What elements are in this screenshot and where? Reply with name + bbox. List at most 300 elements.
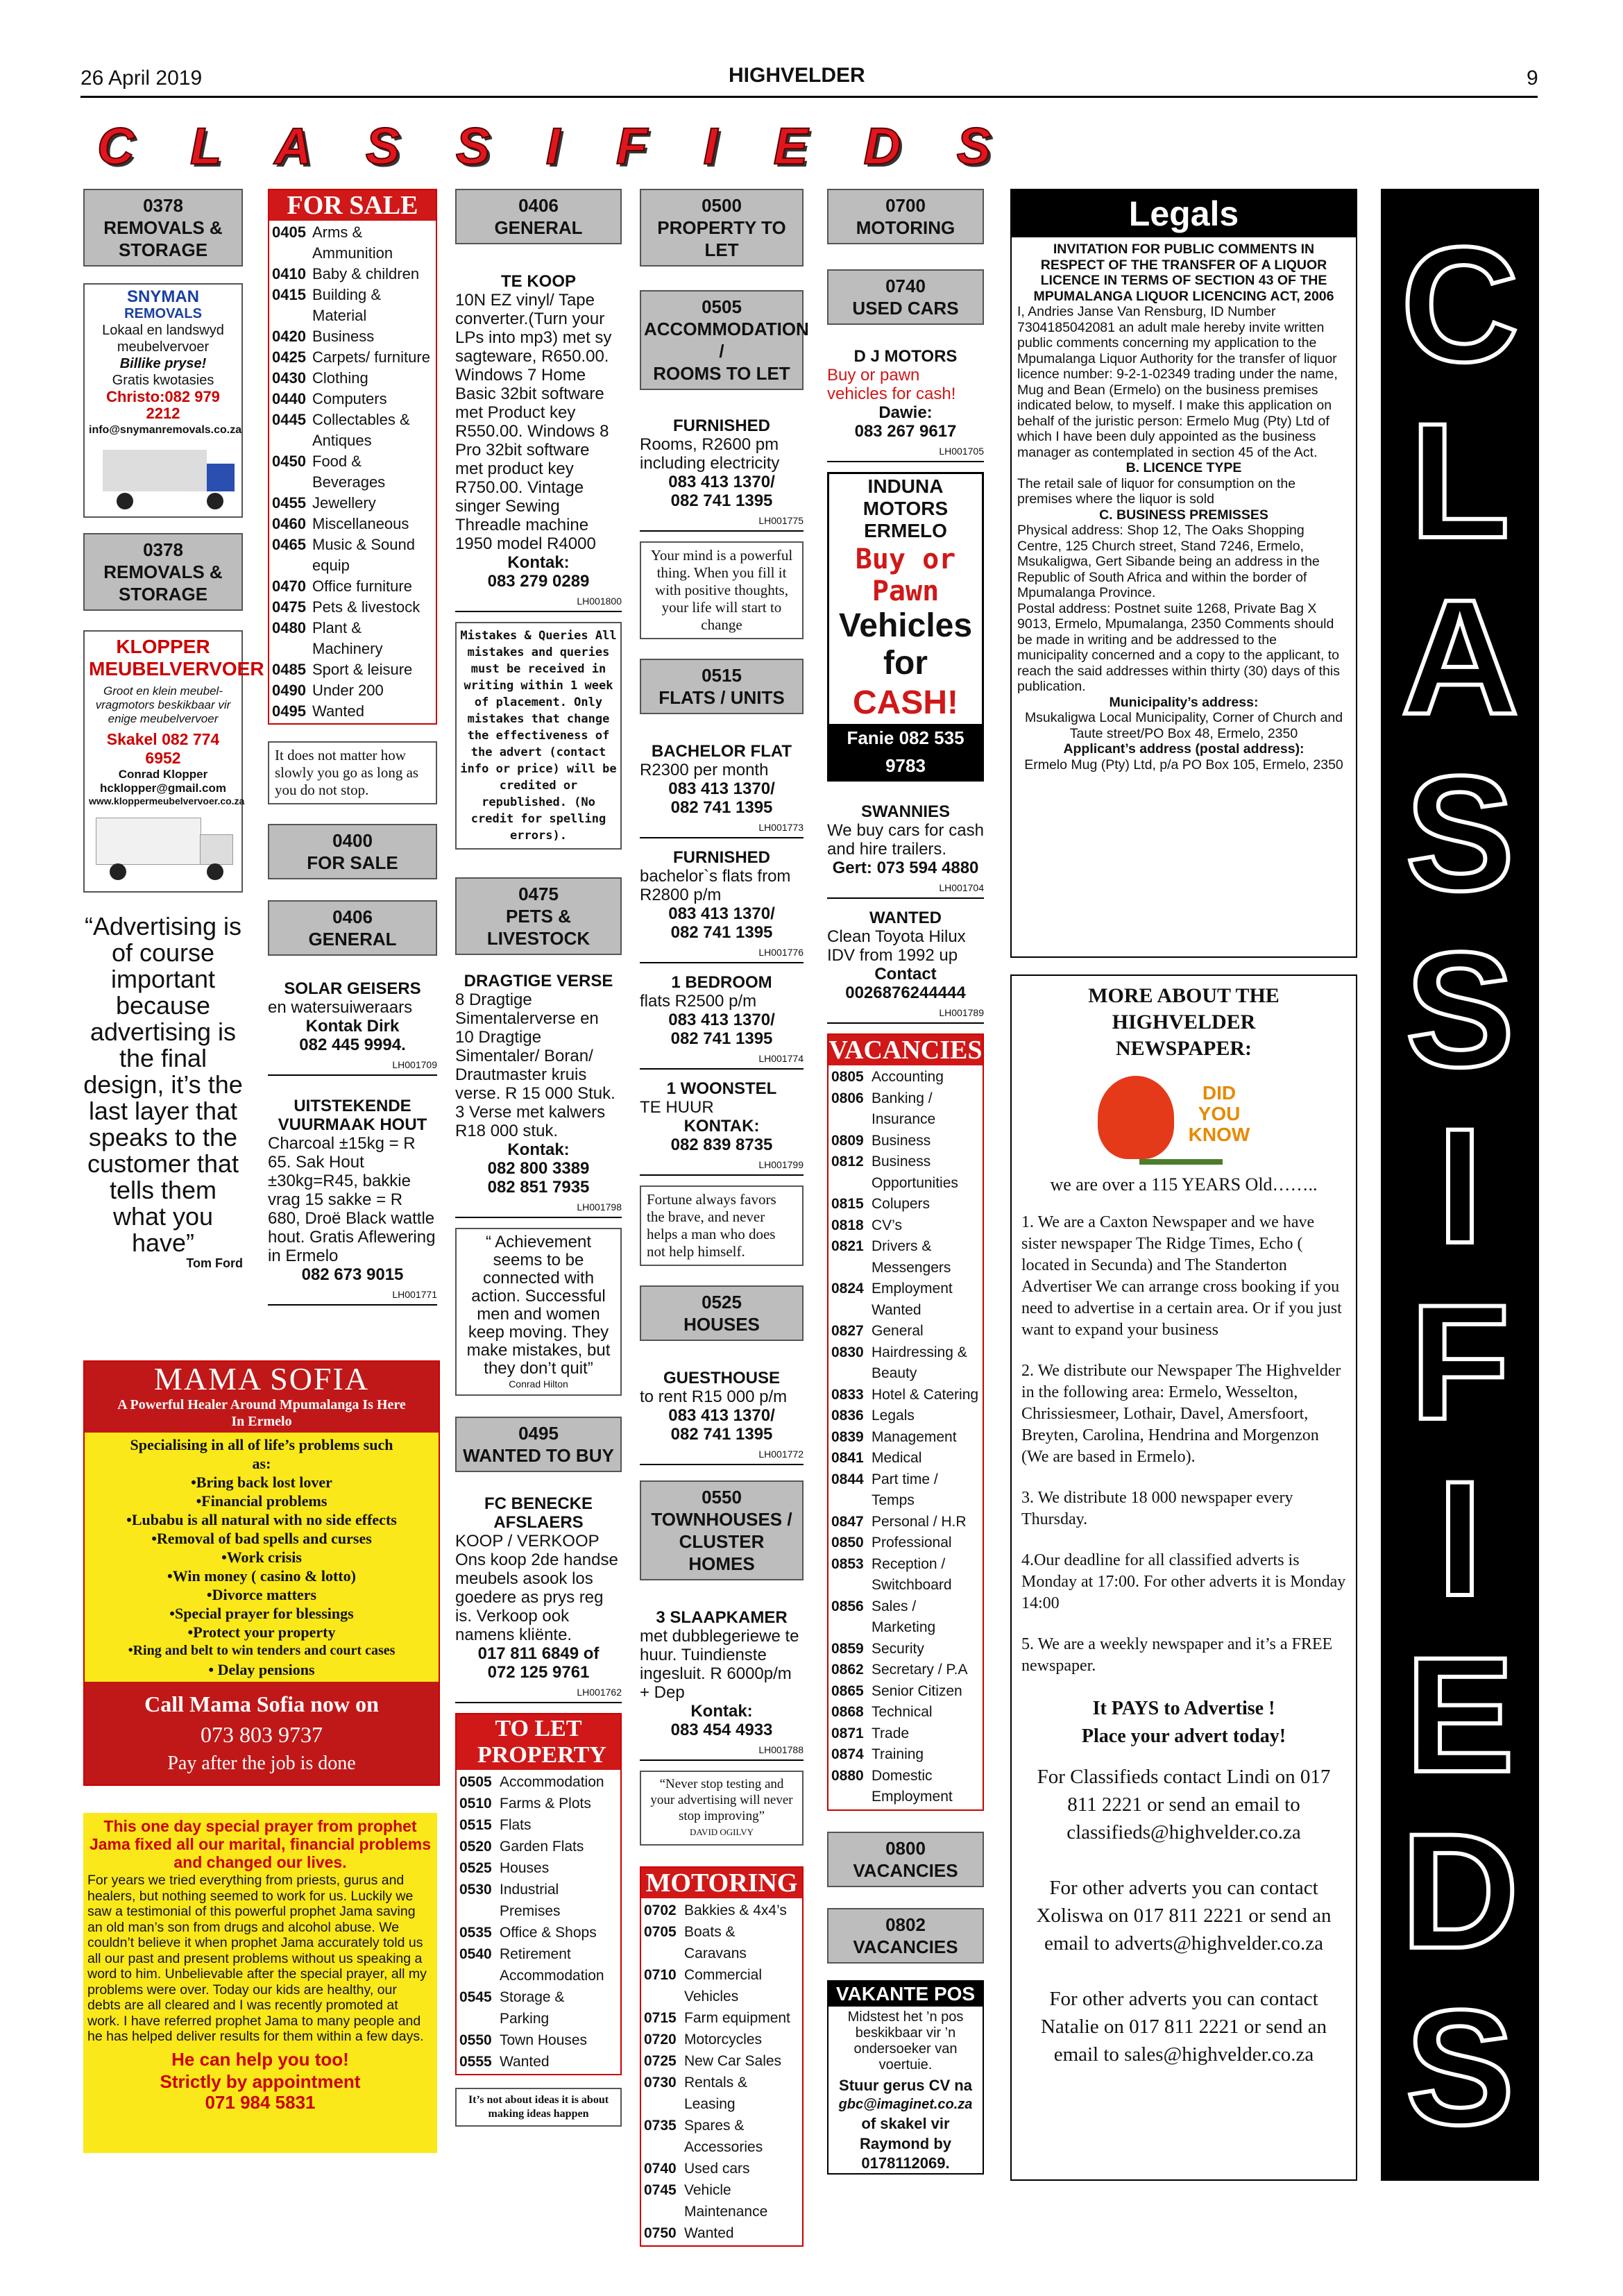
snyman-sub: REMOVALS xyxy=(124,306,202,321)
ad-phone: 082 673 9015 xyxy=(301,1265,404,1284)
list-item: 0725 New Car Sales xyxy=(644,2053,782,2069)
side-letter: I xyxy=(1437,1095,1483,1278)
klopper-ad xyxy=(83,630,264,893)
quote-box xyxy=(455,1228,622,1396)
notice-heading: C. BUSINESS PREMISSES xyxy=(1099,507,1268,523)
list-item: 0806 Banking / Insurance xyxy=(831,1090,936,1127)
mama-item: •Ring and belt to win tenders and court cases xyxy=(128,1643,396,1658)
pays-sub: Place your advert today! xyxy=(1081,1725,1286,1747)
ad-phone: 017 811 6849 of xyxy=(477,1644,600,1663)
klopper-web: www.kloppermeubelvervoer.co.za xyxy=(89,795,245,807)
list-item: 0821 Drivers & Messengers xyxy=(831,1238,951,1276)
ad-title: FURNISHED xyxy=(672,416,770,435)
quote-box xyxy=(640,1771,804,1846)
ad-phone: 082 741 1395 xyxy=(670,798,773,817)
dj-motors-ad xyxy=(827,347,984,462)
list-item: 0510 Farms & Plots xyxy=(459,1796,591,1812)
bachelor-flat-ad xyxy=(640,742,804,838)
ad-text: 8 Dragtige Simentalerverse en 10 Dragtige Simentaler/ Boran/ Drautmaster kruis verse. R 15 000 Stuk. 3 Verse met kalwers R18 000 stuk. xyxy=(455,990,615,1140)
ad-text: to rent R15 000 p/m xyxy=(640,1387,788,1406)
issue-date: 26 April 2019 xyxy=(80,67,203,90)
ad-phone: 083 267 9617 xyxy=(854,422,957,441)
ad-phone: 072 125 9761 xyxy=(487,1663,590,1682)
ad-contact: KONTAK: xyxy=(683,1117,760,1136)
notice-heading: Applicant’s address (postal address): xyxy=(1063,741,1305,757)
mama-pay: Pay after the job is done xyxy=(167,1753,356,1774)
ad-phone: 083 454 4933 xyxy=(670,1721,773,1739)
ad-contact: Contact xyxy=(874,965,937,984)
contact-info: For other adverts you can contact Xoliswa on 017 811 2221 or send an email to adverts@highvelder.co.za xyxy=(1036,1877,1332,1955)
list-item: 0550 Town Houses xyxy=(459,2032,588,2048)
did-you-know-label: DID YOU KNOW xyxy=(1188,1082,1250,1145)
contact-info: For other adverts you can contact Natalie on 017 811 2221 or send an email to sales@highvelder.co.za xyxy=(1040,1988,1327,2066)
mama-title: MAMA SOFIA xyxy=(85,1362,439,1396)
fact-item: 4.Our deadline for all classified adverts is Monday at 17:00. For other adverts it is Monday 14:00 xyxy=(1021,1551,1346,1612)
ad-title: 3 SLAAPKAMER xyxy=(656,1608,788,1627)
ad-phone: 0026876244444 xyxy=(845,984,966,1002)
ad-text: flats R2500 p/m xyxy=(640,992,757,1011)
induna-motors-ad xyxy=(827,472,984,782)
list-item: 0809 Business xyxy=(831,1132,931,1149)
about-highvelder xyxy=(1010,974,1357,2181)
vakante-contact: Stuur gerus CV na xyxy=(839,2076,972,2094)
truck-icon xyxy=(89,811,237,887)
ad-text: We buy cars for cash and hire trailers. xyxy=(827,821,984,859)
mama-item: •Financial problems xyxy=(196,1492,328,1510)
ad-title: 1 BEDROOM xyxy=(671,973,772,992)
list-item: 0856 Sales / Marketing xyxy=(831,1598,936,1635)
side-letter: F xyxy=(1409,1271,1511,1454)
list-item: 0868 Technical xyxy=(831,1704,933,1720)
ad-code: LH001773 xyxy=(640,818,804,838)
quote-author: Tom Ford xyxy=(186,1256,243,1270)
ad-phone: 082 800 3389 xyxy=(487,1159,590,1178)
list-item: 0720 Motorcycles xyxy=(644,2032,763,2048)
category-header: 0406 GENERAL xyxy=(268,900,437,956)
ad-title: D J MOTORS xyxy=(853,347,958,366)
vacancies-box xyxy=(827,1033,984,1811)
list-item: 0505 Accommodation xyxy=(459,1774,604,1790)
list-item: 0495 Wanted xyxy=(272,702,365,720)
snyman-email: info@snymanremovals.co.za xyxy=(89,424,242,436)
pays-headline: It PAYS to Advertise ! xyxy=(1092,1698,1275,1719)
vacancies-header: VACANCIES xyxy=(829,1036,983,1065)
list-item: 0735 Spares & Accessories xyxy=(644,2118,763,2155)
jama-appointment: Strictly by appointment xyxy=(160,2070,361,2092)
induna-line: Pawn xyxy=(872,575,940,607)
list-item: 0480 Plant & Machinery xyxy=(272,619,383,657)
notice-paragraph: Msukaligwa Local Municipality, Corner of Church and Taute street/PO Box 48, Ermelo, 2350 xyxy=(1024,710,1343,741)
vacancies-list xyxy=(829,1065,983,1809)
parrot-icon xyxy=(1098,1076,1174,1159)
ad-phone: 082 741 1395 xyxy=(670,1029,773,1048)
quote-box: Fortune always favors the brave, and never helps a man who does not help himself. xyxy=(640,1185,804,1266)
klopper-email: hcklopper@gmail.com xyxy=(100,782,226,795)
ad-code: LH001771 xyxy=(268,1285,437,1306)
column-property xyxy=(640,189,809,2247)
list-item: 0805 Accounting xyxy=(831,1069,944,1085)
snyman-phone: Christo:082 979 2212 xyxy=(106,388,220,422)
jama-body: For years we tried everything from priests, gurus and healers, but nothing seemed to work for us. Luckily we saw a testimonial of this powerful prophet Jama saving an old man’s son from drugs and alcohol abuse. We couldn’t believe it when prophet Jama accurately told us all our past and present problems without us speaking a word to him. Unbelievable after the special prayer, all my problems were over. Today our kids are healthy, our debts are all cleared and I was recently promoted at work. I have referred prophet Jama to many people and he has helped deliver results for them within a few days. xyxy=(87,1873,427,2044)
list-item: 0841 Medical xyxy=(831,1450,922,1466)
side-letter: I xyxy=(1437,1447,1483,1630)
for-sale-box xyxy=(268,189,437,725)
list-item: 0455 Jewellery xyxy=(272,494,376,512)
list-item: 0862 Secretary / P.A xyxy=(831,1662,968,1678)
ad-phone: 082 839 8735 xyxy=(670,1136,773,1154)
mistakes-notice: Mistakes & Queries All mistakes and queries must be received in writing within 1 week of placement. Only mistakes that change the effectiveness of the advert (contact info or price) will be credited or republished. (No credit for spelling errors). xyxy=(455,622,622,850)
induna-title: INDUNA MOTORS ERMELO xyxy=(863,475,949,541)
notice-paragraph: Postal address: Postnet suite 1268, Private Bag X 9013, Ermelo, Mpumalanga, 2350 Comments should be made in writing and be addressed to the municipality concerned and a copy to the applicant, to reach the said addresses within thirty (30) days of this publication. xyxy=(1017,600,1340,694)
vakante-title: VAKANTE POS xyxy=(829,1982,983,2007)
ad-text: Rooms, R2600 pm including electricity xyxy=(640,435,780,473)
ad-title: SOLAR GEISERS xyxy=(284,979,421,998)
mama-item: •Win money ( casino & lotto) xyxy=(167,1567,356,1585)
list-item: 0740 Used cars xyxy=(644,2161,750,2177)
ad-phone: 082 445 9994. xyxy=(299,1036,406,1054)
about-title: MORE ABOUT THE HIGHVELDER NEWSPAPER: xyxy=(1088,984,1280,1060)
list-item: 0836 Legals xyxy=(831,1408,915,1424)
category-header: 0800 VACANCIES xyxy=(827,1832,984,1887)
jama-help: He can help you too! xyxy=(171,2048,349,2070)
solar-ad xyxy=(268,979,437,1076)
list-item: 0874 Training xyxy=(831,1746,924,1762)
te-koop-ad xyxy=(455,272,622,612)
category-header: 0406 GENERAL xyxy=(455,189,622,244)
list-item: 0475 Pets & livestock xyxy=(272,598,420,616)
mama-subtitle: A Powerful Healer Around Mpumalanga Is Here In Ermelo xyxy=(85,1396,439,1433)
list-item: 0420 Business xyxy=(272,328,375,345)
notice-title: INVITATION FOR PUBLIC COMMENTS IN RESPECT OF THE TRANSFER OF A LIQUOR LICENCE IN TERMS OF SECTION 43 OF THE MPUMALANGA LIQUOR LICENCING ACT, 2006 xyxy=(1033,242,1334,304)
furnished-rooms-ad xyxy=(640,416,804,532)
fact-item: 5. We are a weekly newspaper and it’s a FREE newspaper. xyxy=(1021,1635,1333,1675)
list-item: 0530 Industrial Premises xyxy=(459,1882,561,1919)
ad-title: DRAGTIGE VERSE xyxy=(464,972,613,990)
to-let-box xyxy=(455,1713,622,2075)
column-removals xyxy=(83,189,264,1270)
list-item: 0847 Personal / H.R xyxy=(831,1513,967,1530)
quote-author: Conrad Hilton xyxy=(509,1378,568,1390)
ad-title: TE KOOP xyxy=(500,272,576,291)
list-item: 0853 Reception / Switchboard xyxy=(831,1555,952,1593)
ad-phone: 082 741 1395 xyxy=(670,923,773,942)
ad-code: LH001799 xyxy=(640,1156,804,1176)
ad-text: bachelor`s flats from R2800 p/m xyxy=(640,867,791,904)
page-number: 9 xyxy=(1527,67,1538,90)
one-bedroom-ad xyxy=(640,973,804,1070)
snyman-logo: SNYMAN xyxy=(126,287,199,306)
for-sale-list xyxy=(269,221,436,723)
klopper-title: KLOPPER MEUBELVERVOER xyxy=(89,636,264,679)
category-header: 0740 USED CARS xyxy=(827,269,984,325)
vakante-name: Raymond by xyxy=(859,2134,952,2152)
ad-phone: 083 413 1370/ xyxy=(668,1406,775,1425)
list-item: 0865 Senior Citizen xyxy=(831,1682,962,1699)
ad-title: 1 WOONSTEL xyxy=(666,1079,777,1098)
induna-line: Vehicles xyxy=(838,607,973,644)
jama-phone: 071 984 5831 xyxy=(205,2091,316,2113)
motoring-box xyxy=(640,1866,804,2247)
notice-paragraph: The retail sale of liquor for consumption on the premises where the liquor is sold xyxy=(1017,475,1296,507)
mama-sofia-ad xyxy=(83,1360,440,1786)
ad-text: Buy or pawn vehicles for cash! xyxy=(827,366,956,403)
klopper-phone: Skakel 082 774 6952 xyxy=(106,730,220,767)
mama-item: •Divorce matters xyxy=(206,1586,317,1603)
list-item: 0555 Wanted xyxy=(459,2054,550,2070)
ad-text: KOOP / VERKOOP Ons koop 2de handse meubels asook los goedere as prys reg is. Verkoop ook namens kliënte. xyxy=(455,1532,618,1644)
category-header: 0525 HOUSES xyxy=(640,1285,804,1341)
fact-item: 2. We distribute our Newspaper The Highvelder in the following area: Ermelo, Wesselton, Chrissiesmeer, Lothair, Davel, Amersfoort, Breyten, Carolina, Hendrina and Morgenzon (We are based in Ermelo). xyxy=(1021,1362,1341,1466)
vakante-phone: 0178112069. xyxy=(861,2154,950,2172)
mama-call: Call Mama Sofia now on xyxy=(144,1691,379,1716)
did-you-know-graphic xyxy=(1021,1069,1346,1173)
category-header: 0515 FLATS / UNITS xyxy=(640,659,804,714)
notice-paragraph: I, Andries Janse Van Rensburg, ID Number 7304185042081 an adult male hereby invite written public comments concerning my application to the Mpumalanga Liquor Authority for the transfer of liquor licence number: 9-2-1-02349 trading under the name, Mug and Bean (Ermelo) on the business premises indicated below, to myself. I make this application on behalf of the juristic person: Ermelo Mug (Pty) Ltd of which I have been duly appointed as the business manager as contemplated in section 45 of the Act. xyxy=(1017,304,1338,460)
mama-item: •Lubabu is all natural with no side effects xyxy=(126,1511,397,1528)
mama-intro: Specialising in all of life’s problems such as: xyxy=(130,1436,393,1472)
notice-heading: Municipality’s address: xyxy=(1109,694,1259,710)
contact-info: For Classifieds contact Lindi on 017 811 2221 or send an email to classifieds@highvelder.co.za xyxy=(1037,1766,1331,1843)
induna-phone: Fanie 082 535 9783 xyxy=(829,724,982,779)
fact-item: 1. We are a Caxton Newspaper and we have sister newspaper The Ridge Times, Echo ( located in Secunda) and The Standerton Advertiser We can arrange cross booking if you need to advertise in a certain area. Or if you just want to expand your business xyxy=(1021,1213,1342,1339)
list-item: 0705 Boats & Caravans xyxy=(644,1924,747,1961)
wanted-hilux-ad xyxy=(827,909,984,1024)
motoring-list xyxy=(641,1898,802,2245)
ad-code: LH001704 xyxy=(827,879,984,899)
fact-item: 3. We distribute 18 000 newspaper every Thursday. xyxy=(1021,1489,1293,1528)
ad-phone: 082 741 1395 xyxy=(670,1425,773,1444)
list-item: 0833 Hotel & Catering xyxy=(831,1386,979,1403)
ad-text: R2300 per month xyxy=(640,761,769,779)
jama-headline: This one day special prayer from prophet Jama fixed all our marital, financial problems and changed our lives. xyxy=(89,1817,432,1871)
side-letter: L xyxy=(1409,389,1511,573)
induna-line: for xyxy=(883,645,928,682)
list-item: 0430 Clothing xyxy=(272,369,368,387)
ad-code: LH001774 xyxy=(640,1049,804,1070)
list-item: 0445 Collectables & Antiques xyxy=(272,411,410,449)
list-item: 0750 Wanted xyxy=(644,2225,734,2241)
mama-item: •Bring back lost lover xyxy=(191,1474,332,1491)
category-header: 0550 TOWNHOUSES / CLUSTER HOMES xyxy=(640,1480,804,1580)
category-header: 0500 PROPERTY TO LET xyxy=(640,189,804,267)
ad-code: LH001789 xyxy=(827,1004,984,1024)
ad-phone: 082 851 7935 xyxy=(487,1178,590,1197)
list-item: 0812 Business Opportunities xyxy=(831,1154,958,1191)
snyman-line: meubelvervoer xyxy=(117,339,210,355)
ad-text: TE HUUR xyxy=(640,1098,714,1117)
legals-section xyxy=(1010,189,1357,958)
ad-code: LH001705 xyxy=(827,442,984,462)
notice-heading: B. LICENCE TYPE xyxy=(1125,460,1242,475)
list-item: 0525 Houses xyxy=(459,1860,550,1876)
list-item: 0715 Farm equipment xyxy=(644,2010,790,2026)
list-item: 0850 Professional xyxy=(831,1535,952,1551)
ad-text: 10N EZ vinyl/ Tape converter.(Turn your LPs into mp3) met sy sagteware, R650.00. Windows 7 Home Basic 32bit software met Product key R550.00. Windows 8 Pro 32bit software met product key R750.00. Vintage singer Sewing Threadle machine 1950 model R4000 xyxy=(455,291,612,553)
legal-notice xyxy=(1012,237,1356,777)
ad-code: LH001800 xyxy=(455,592,622,612)
quote-box: It does not matter how slowly you go as long as you do not stop. xyxy=(268,741,437,804)
ad-contact: Kontak: xyxy=(690,1702,753,1721)
mama-item: •Work crisis xyxy=(221,1548,302,1566)
ad-code: LH001709 xyxy=(268,1056,437,1076)
list-item: 0415 Building & Material xyxy=(272,286,382,324)
mama-phone: 073 803 9737 xyxy=(201,1722,323,1747)
list-item: 0425 Carpets/ furniture xyxy=(272,348,430,366)
list-item: 0470 Office furniture xyxy=(272,577,412,595)
snyman-ad xyxy=(83,283,243,518)
ad-title: UITSTEKENDE VUURMAAK HOUT xyxy=(278,1097,427,1134)
quote-box: Your mind is a powerful thing. When you fill it with positive thoughts, your life will start to change xyxy=(640,541,804,639)
quote-text: “ Achievement seems to be connected with action. Successful men and women keep moving. They make mistakes, but they don’t quit” xyxy=(466,1233,611,1378)
ad-title: FURNISHED xyxy=(672,848,770,867)
ad-text: Clean Toyota Hilux IDV from 1992 up xyxy=(827,927,966,965)
legals-header: Legals xyxy=(1012,190,1356,237)
snyman-line: Billike pryse! xyxy=(119,356,207,371)
ad-title: WANTED xyxy=(869,909,942,927)
category-header: 0802 VACANCIES xyxy=(827,1908,984,1964)
truck-icon xyxy=(89,443,237,512)
list-item: 0515 Flats xyxy=(459,1817,532,1833)
list-item: 0815 Colupers xyxy=(831,1196,931,1212)
side-letter: A xyxy=(1400,566,1520,749)
ad-phone: 083 413 1370/ xyxy=(668,1011,775,1029)
mama-item: • Delay pensions xyxy=(208,1661,315,1678)
list-item: 0710 Commercial Vehicles xyxy=(644,1967,763,2004)
quote-text: “Never stop testing and your advertising will never stop improving” xyxy=(650,1777,793,1823)
list-item: 0540 Retirement Accommodation xyxy=(459,1946,604,1984)
ad-contact: Kontak: xyxy=(507,1140,570,1159)
vakante-email: gbc@imaginet.co.za xyxy=(838,2096,973,2112)
ad-code: LH001762 xyxy=(455,1683,622,1703)
guesthouse-ad xyxy=(640,1369,804,1465)
ad-title: SWANNIES xyxy=(860,802,950,821)
list-item: 0844 Part time / Temps xyxy=(831,1471,938,1508)
quote-box: It’s not about ideas it is about making ideas happen xyxy=(455,2088,622,2127)
list-item: 0485 Sport & leisure xyxy=(272,661,413,678)
ad-contact: Kontak Dirk xyxy=(305,1017,400,1036)
ad-text: met dubblegeriewe te huur. Tuindienste ingesluit. R 6000p/m + Dep xyxy=(640,1627,799,1702)
ad-phone: 083 413 1370/ xyxy=(668,779,775,798)
category-header: 0505 ACCOMMODATION / ROOMS TO LET xyxy=(640,290,804,390)
side-letter: S xyxy=(1405,918,1515,1101)
category-header: 0495 WANTED TO BUY xyxy=(455,1417,622,1472)
column-general xyxy=(455,189,622,2127)
snyman-line: Gratis kwotasies xyxy=(112,373,214,388)
list-item: 0535 Office & Shops xyxy=(459,1925,597,1941)
notice-paragraph: Ermelo Mug (Pty) Ltd, p/a PO Box 105, Ermelo, 2350 xyxy=(1024,757,1343,773)
category-header: 0378 REMOVALS & STORAGE xyxy=(83,533,243,611)
ad-code: LH001776 xyxy=(640,943,804,963)
column-motoring xyxy=(827,189,984,2175)
to-let-list xyxy=(457,1770,620,2074)
klopper-contact: Conrad Klopper xyxy=(118,768,208,781)
ad-code: LH001775 xyxy=(640,512,804,532)
firewood-ad xyxy=(268,1097,437,1306)
ad-title: BACHELOR FLAT xyxy=(651,742,792,761)
list-item: 0465 Music & Sound equip xyxy=(272,536,415,574)
mama-item: •Special prayer for blessings xyxy=(169,1605,354,1622)
woonstel-ad xyxy=(640,1079,804,1176)
for-sale-header: FOR SALE xyxy=(269,190,436,221)
side-classifieds-banner xyxy=(1381,189,1539,2181)
header-rule xyxy=(80,96,1538,98)
category-header: 0378 REMOVALS & STORAGE xyxy=(83,189,243,267)
list-item: 0460 Miscellaneous xyxy=(272,515,409,532)
ad-phone: 082 741 1395 xyxy=(670,491,773,510)
list-item: 0880 Domestic Employment xyxy=(831,1767,953,1805)
list-item: 0871 Trade xyxy=(831,1725,910,1741)
ad-phone: 083 279 0289 xyxy=(487,572,590,591)
advertising-quote xyxy=(83,913,243,1270)
list-item: 0839 Management xyxy=(831,1428,957,1445)
side-letter: D xyxy=(1400,1800,1520,1983)
benecke-ad xyxy=(455,1494,622,1703)
swannies-ad xyxy=(827,802,984,899)
vakante-pos-ad xyxy=(827,1980,984,2175)
to-let-header: TO LET PROPERTY xyxy=(457,1714,620,1770)
category-header: 0400 FOR SALE xyxy=(268,824,437,879)
list-item: 0859 Security xyxy=(831,1640,924,1657)
side-letter: S xyxy=(1405,742,1515,925)
ad-title: GUESTHOUSE xyxy=(663,1369,781,1387)
facts xyxy=(1021,1212,1346,1677)
mama-body xyxy=(85,1433,439,1682)
induna-line: Buy or xyxy=(855,543,956,575)
slaapkamer-ad xyxy=(640,1608,804,1761)
list-item: 0824 Employment Wanted xyxy=(831,1281,953,1318)
notice-paragraph: Physical address: Shop 12, The Oaks Shopping Centre, 125 Church street, Stand 7246, Ermelo, Msukaligwa, Gert Sibande being an address in the Republic of South Africa and within the border of Mpumalanga Province. xyxy=(1017,523,1320,600)
classifieds-banner: C L A S S I F I E D S xyxy=(97,117,1012,175)
vakante-text: Midstest het ’n pos beskikbaar vir ’n ondersoeker van voertuie. xyxy=(847,2009,964,2073)
ad-contact: Dawie: xyxy=(878,403,933,422)
motoring-header: MOTORING xyxy=(641,1868,802,1898)
side-letter: C xyxy=(1400,213,1520,396)
side-letter: S xyxy=(1405,1976,1515,2159)
ad-phone: Gert: 073 594 4880 xyxy=(832,859,979,877)
mama-footer xyxy=(85,1682,439,1784)
prophet-jama-ad xyxy=(83,1813,437,2153)
list-item: 0405 Arms & Ammunition xyxy=(272,223,393,262)
induna-line: CASH! xyxy=(853,684,958,721)
list-item: 0450 Food & Beverages xyxy=(272,453,386,491)
paper-name: HIGHVELDER xyxy=(729,64,865,87)
side-letters xyxy=(1381,189,1539,2159)
list-item: 0520 Garden Flats xyxy=(459,1839,584,1855)
ad-phone: 083 413 1370/ xyxy=(668,473,775,491)
ad-text: en watersuiweraars xyxy=(268,998,413,1017)
dragtige-ad xyxy=(455,972,622,1218)
list-item: 0440 Computers xyxy=(272,390,387,407)
category-header: 0475 PETS & LIVESTOCK xyxy=(455,877,622,955)
list-item: 0545 Storage & Parking xyxy=(459,1989,565,2027)
ad-phone: 083 413 1370/ xyxy=(668,904,775,923)
list-item: 0818 CV’s xyxy=(831,1217,902,1233)
category-header: 0700 MOTORING xyxy=(827,189,984,244)
ad-code: LH001788 xyxy=(640,1741,804,1761)
ad-title: FC BENECKE AFSLAERS xyxy=(484,1494,593,1532)
ad-text: Charcoal ±15kg = R 65. Sak Hout ±30kg=R45, bakkie vrag 15 sakke = R 680, Droë Black wattle hout. Gratis Aflewering in Ermelo xyxy=(268,1134,436,1265)
list-item: 0730 Rentals & Leasing xyxy=(644,2075,748,2112)
column-for-sale xyxy=(268,189,437,1315)
list-item: 0830 Hairdressing & Beauty xyxy=(831,1344,967,1381)
klopper-tagline: Groot en klein meubel-vragmotors beskikbaar vir enige meubelvervoer xyxy=(95,684,231,725)
quote-text: “Advertising is of course important because advertising is the final design, it’s the last layer that speaks to the customer that tells them what you have” xyxy=(83,912,243,1257)
ad-code: LH001798 xyxy=(455,1198,622,1218)
ad-code: LH001772 xyxy=(640,1445,804,1465)
furnished-flats-ad xyxy=(640,848,804,963)
mama-item: •Removal of bad spells and curses xyxy=(151,1530,372,1547)
list-item: 0490 Under 200 xyxy=(272,682,384,699)
